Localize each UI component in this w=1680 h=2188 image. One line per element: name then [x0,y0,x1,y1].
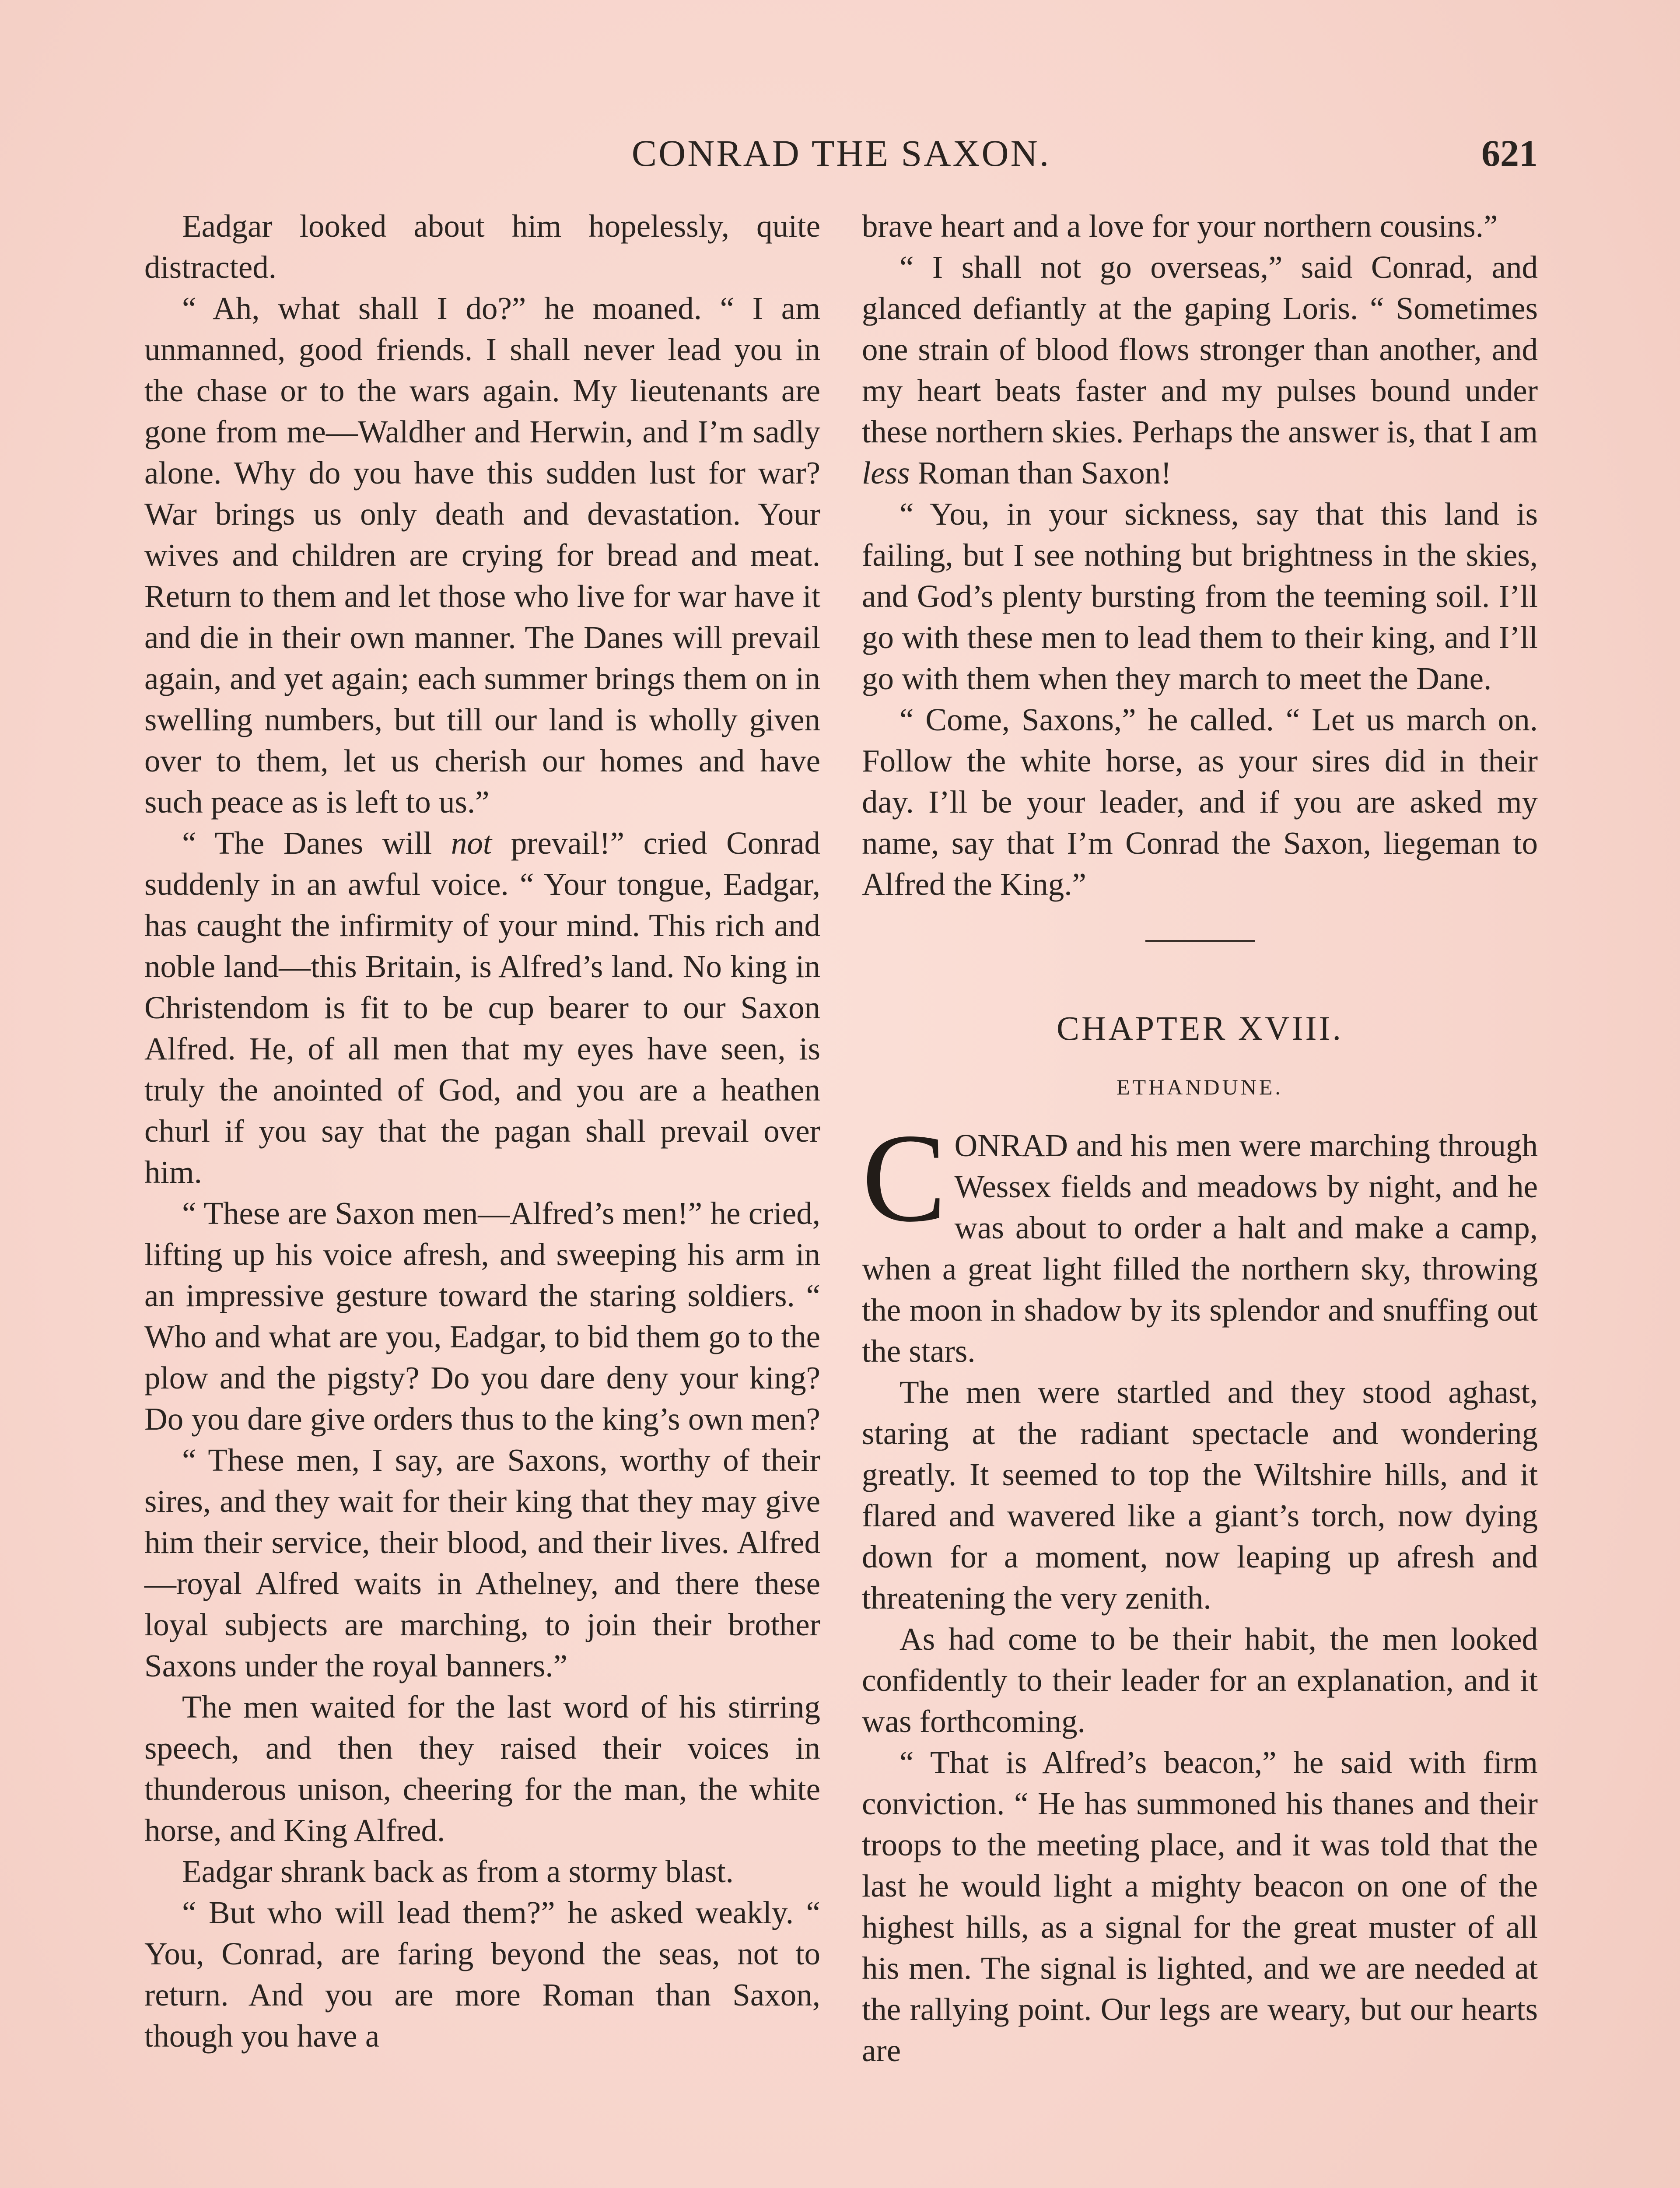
chapter-title: ETHANDUNE. [1116,1075,1283,1099]
paragraph: Eadgar looked about him hopelessly, quite distracted. [144,208,820,285]
paragraph [862,247,1538,494]
paragraph: The men were startled and they stood aghast, staring at the radiant spectacle and wondering greatly. It seemed to top the Wiltshire hills, and it flared and wavered like a giant’s torch, now dying down for a moment, now leaping up afresh and threatening the very zenith. [862,1375,1538,1616]
paragraph: Eadgar shrank back as from a stormy blast. [182,1854,734,1889]
paragraph [144,823,820,1193]
right-column [862,206,1538,2071]
text-run: prevail!” cried Conrad suddenly in an awful voice. “ Your tongue, Eadgar, has caught the infirmity of your mind. This rich and noble land—this Britain, is Alfred’s land. No king in Christendom is fit to be cup bearer to our Saxon Alfred. He, of all men that my eyes have seen, is truly the anointed of God, and you are a heathen churl if you say that the pagan shall prevail over him. [144,825,820,1190]
paragraph: “ Come, Saxons,” he called. “ Let us march on. Follow the white horse, as your sires did in their day. I’ll be your leader, and if you are asked my name, say that I’m Conrad the Saxon, liegeman to Alfred the King.” [862,702,1538,902]
text-run: “ I shall not go overseas,” said Conrad, and glanced defiantly at the gaping Loris. “ Sometimes one strain of blood flows stronger than another, and my heart beats faster and my pulses bound under these northern skies. Perhaps the answer is, that I am [862,249,1538,449]
text-run: “ The Danes will [182,825,451,861]
paragraph: “ Ah, what shall I do?” he moaned. “ I am unmanned, good friends. I shall never lead you in the chase or to the wars again. My lieutenants are gone from me—Waldher and Herwin, and I’m sadly alone. Why do you have this sudden lust for war? War brings us only death and devastation. Your wives and children are crying for bread and meat. Return to them and let those who live for war have it and die in their own manner. The Danes will prevail again, and yet again; each summer brings them on in swelling numbers, but till our land is wholly given over to them, let us cherish our homes and have such peace as is left to us.” [144,291,820,820]
page-number: 621 [1481,132,1538,174]
text-run: ONRAD and his men were marching through Wessex fields and meadows by night, and he was about to order a halt and make a camp, when a great light filled the northern sky, throwing the moon in shadow by its splendor and snuffing out the stars. [862,1128,1538,1369]
emphasis-text: not [451,825,492,861]
paragraph: As had come to be their habit, the men looked confidently to their leader for an explanation, and it was forthcoming. [862,1621,1538,1739]
drop-cap: C [862,1108,947,1248]
paragraph: “ But who will lead them?” he asked weakly. “ You, Conrad, are faring beyond the seas, not to return. And you are more Roman than Saxon, though you have a [144,1895,820,2054]
paragraph: The men waited for the last word of his stirring speech, and then they raised their voices in thunderous unison, cheering for the man, the white horse, and King Alfred. [144,1689,820,1848]
running-title: CONRAD THE SAXON. [631,132,1051,174]
section-divider [1145,940,1255,942]
emphasis-text: less [862,455,910,491]
chapter-heading: CHAPTER XVIII. [1057,1009,1343,1047]
paragraph: “ These are Saxon men—Alfred’s men!” he cried, lifting up his voice afresh, and sweeping his arm in an impressive gesture toward the staring soldiers. “ Who and what are you, Eadgar, to bid them go to the plow and the pigsty? Do you dare deny your king? Do you dare give orders thus to the king’s own men? [144,1196,820,1437]
text-run: Roman than Saxon! [910,455,1172,491]
chapter-opening-paragraph [862,1108,1538,1372]
paragraph: “ That is Alfred’s beacon,” he said with firm conviction. “ He has summoned his thanes and their troops to the meeting place, and it was told that the last he would light a mighty beacon on one of the highest hills, as a signal for the great muster of all his men. The signal is lighted, and we are needed at the rallying point. Our legs are weary, but our hearts are [862,1745,1538,2068]
left-column [144,206,820,2057]
paragraph: “ These men, I say, are Saxons, worthy of their sires, and they wait for their king that they may give him their service, their blood, and their lives. Alfred—royal Alfred waits in Athelney, and there these loyal subjects are marching, to join their brother Saxons under the royal banners.” [144,1442,820,1683]
running-head [144,131,1538,179]
paragraph: “ You, in your sickness, say that this land is failing, but I see nothing but brightness in the skies, and God’s plenty bursting from the teeming soil. I’ll go with these men to lead them to their king, and I’ll go with them when they march to meet the Dane. [862,496,1538,696]
continued-paragraph: brave heart and a love for your northern cousins.” [862,208,1498,244]
